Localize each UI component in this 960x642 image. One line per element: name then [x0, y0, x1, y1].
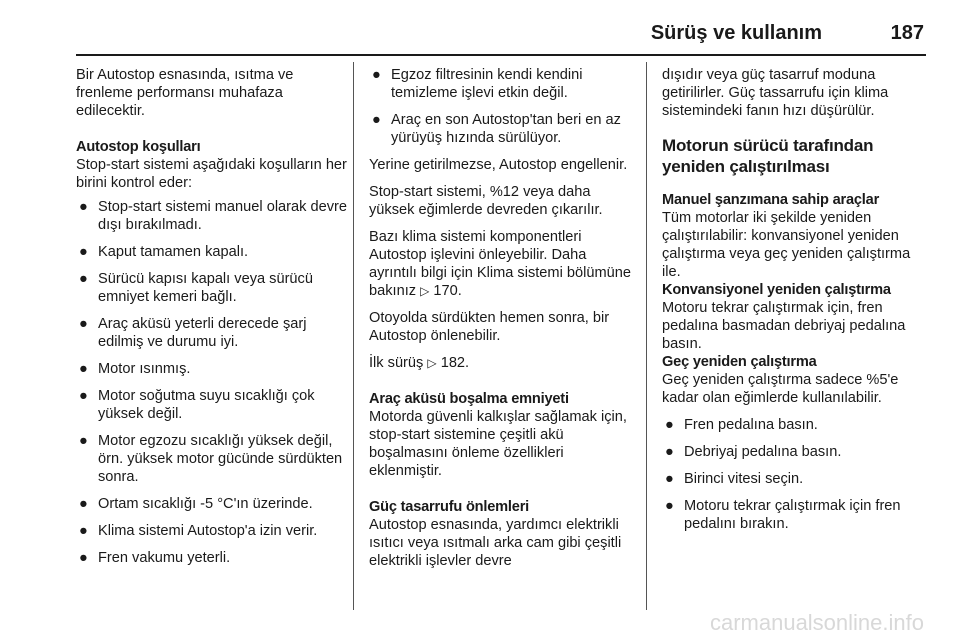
list-item: [369, 111, 637, 147]
list-item: [76, 198, 348, 234]
list-item-text: Sürücü kapısı kapalı veya sürücü emniyet kemeri bağlı.: [98, 271, 313, 305]
paragraph: [369, 228, 637, 300]
bullet-icon: ●: [79, 523, 88, 539]
bullet-icon: ●: [79, 316, 88, 332]
column-divider: [353, 62, 354, 610]
list-item: [76, 270, 348, 306]
list-item: [662, 497, 932, 533]
list-item-text: Kaput tamamen kapalı.: [98, 244, 249, 260]
list-item-text: Klima sistemi Autostop'a izin verir.: [98, 523, 318, 539]
reference-arrow-icon: ▷: [427, 356, 437, 370]
list-item-text: Debriyaj pedalına basın.: [684, 444, 842, 460]
list-item: [76, 522, 348, 540]
bullet-icon: ●: [79, 550, 88, 566]
list-item: [662, 443, 932, 461]
list-item-text: Araç aküsü yeterli derecede şarj edilmiş ve durumu iyi.: [98, 316, 307, 350]
bullet-icon: ●: [79, 361, 88, 377]
list-item: [76, 360, 348, 378]
list-item: [76, 387, 348, 423]
list-item: [76, 495, 348, 513]
header-rule: [76, 54, 926, 56]
power-saving-heading: Güç tasarrufu önlemleri: [369, 499, 530, 515]
list-item: [76, 243, 348, 261]
intro-paragraph: Bir Autostop esnasında, ısıtma ve frenleme performansı muhafaza edilecektir.: [76, 67, 294, 119]
conditions-list-continued: [369, 66, 637, 147]
bullet-icon: ●: [79, 496, 88, 512]
page-number: 187: [890, 22, 924, 44]
section-title: Sürüş ve kullanım: [650, 22, 822, 44]
paragraph: Tüm motorlar iki şekilde yeniden çalıştırılabilir: konvansiyonel yeniden çalıştırma veya geç yeniden çalıştırma ile.: [662, 210, 911, 280]
list-item-text: Egzoz filtresinin kendi kendini temizleme işlevi etkin değil.: [391, 67, 583, 101]
late-restart-steps: [662, 416, 932, 533]
list-item: [76, 432, 348, 486]
list-item: [662, 416, 932, 434]
conditions-lead: Stop-start sistemi aşağıdaki koşulların her birini kontrol eder:: [76, 157, 347, 191]
list-item-text: Motor soğutma suyu sıcaklığı çok yüksek değil.: [98, 388, 315, 422]
bullet-icon: ●: [372, 67, 381, 83]
list-item: [76, 315, 348, 351]
page-reference-link[interactable]: 170.: [433, 283, 462, 299]
list-item: [76, 549, 348, 567]
paragraph: dışıdır veya güç tasarruf moduna getirilirler. Güç tassarrufu için klima sistemindeki fanın hızı düşürülür.: [662, 67, 889, 119]
list-item-text: Motoru tekrar çalıştırmak için fren pedalını bırakın.: [684, 498, 901, 532]
paragraph: Geç yeniden çalıştırma sadece %5'e kadar olan eğimlerde kullanılabilir.: [662, 372, 899, 406]
list-item: [662, 470, 932, 488]
bullet-icon: ●: [665, 471, 674, 487]
list-item-text: Ortam sıcaklığı -5 °C'ın üzerinde.: [98, 496, 313, 512]
paragraph: Yerine getirilmezse, Autostop engellenir.: [369, 157, 628, 173]
paragraph-text: İlk sürüş: [369, 355, 424, 371]
list-item-text: Motor ısınmış.: [98, 361, 191, 377]
watermark-text: carmanualsonline.info: [709, 610, 924, 635]
bullet-icon: ●: [79, 271, 88, 287]
autostop-conditions-heading: Autostop koşulları: [76, 139, 201, 155]
paragraph: [369, 354, 637, 372]
manual-transmission-heading: Manuel şanzımana sahip araçlar: [662, 192, 880, 208]
list-item-text: Fren pedalına basın.: [684, 417, 818, 433]
paragraph-text: Bazı klima sistemi komponentleri Autostop işlevini önleyebilir. Daha ayrıntılı bilgi için Klima sistemi bölümüne bakınız: [369, 229, 631, 299]
bullet-icon: ●: [79, 244, 88, 260]
list-item-text: Fren vakumu yeterli.: [98, 550, 231, 566]
paragraph: Motoru tekrar çalıştırmak için, fren pedalına basmadan debriyaj pedalına basın.: [662, 300, 906, 352]
reference-arrow-icon: ▷: [420, 284, 430, 298]
paragraph: Autostop esnasında, yardımcı elektrikli ısıtıcı veya ısıtmalı arka cam gibi çeşitli elektrikli işlevler devre: [369, 517, 622, 569]
column-1: [76, 66, 348, 576]
battery-discharge-heading: Araç aküsü boşalma emniyeti: [369, 391, 569, 407]
list-item: [369, 66, 637, 102]
list-item-text: Stop-start sistemi manuel olarak devre dışı bırakılmadı.: [98, 199, 348, 233]
conventional-restart-heading: Konvansiyonel yeniden çalıştırma: [662, 282, 891, 298]
list-item-text: Motor egzozu sıcaklığı yüksek değil, örn. yüksek motor gücünde sürdükten sonra.: [98, 433, 343, 485]
list-item-text: Birinci vitesi seçin.: [684, 471, 804, 487]
paragraph: Motorda güvenli kalkışlar sağlamak için, stop-start sistemine çeşitli akü boşalmasını önleme özellikleri eklenmiştir.: [369, 409, 627, 479]
driver-restart-heading: Motorun sürücü tarafından yeniden çalıştırılması: [662, 136, 874, 176]
paragraph: Stop-start sistemi, %12 veya daha yüksek eğimlerde devreden çıkarılır.: [369, 184, 603, 218]
late-restart-heading: Geç yeniden çalıştırma: [662, 354, 817, 370]
bullet-icon: ●: [372, 112, 381, 128]
bullet-icon: ●: [665, 417, 674, 433]
conditions-list: [76, 198, 348, 567]
bullet-icon: ●: [665, 498, 674, 514]
column-divider: [646, 62, 647, 610]
bullet-icon: ●: [79, 199, 88, 215]
column-2: [369, 66, 637, 570]
list-item-text: Araç en son Autostop'tan beri en az yürüyüş hızında sürülüyor.: [391, 112, 621, 146]
paragraph: Otoyolda sürdükten hemen sonra, bir Autostop önlenebilir.: [369, 310, 610, 344]
bullet-icon: ●: [79, 433, 88, 449]
bullet-icon: ●: [665, 444, 674, 460]
page-reference-link[interactable]: 182.: [440, 355, 470, 371]
bullet-icon: ●: [79, 388, 88, 404]
column-3: [662, 66, 932, 542]
